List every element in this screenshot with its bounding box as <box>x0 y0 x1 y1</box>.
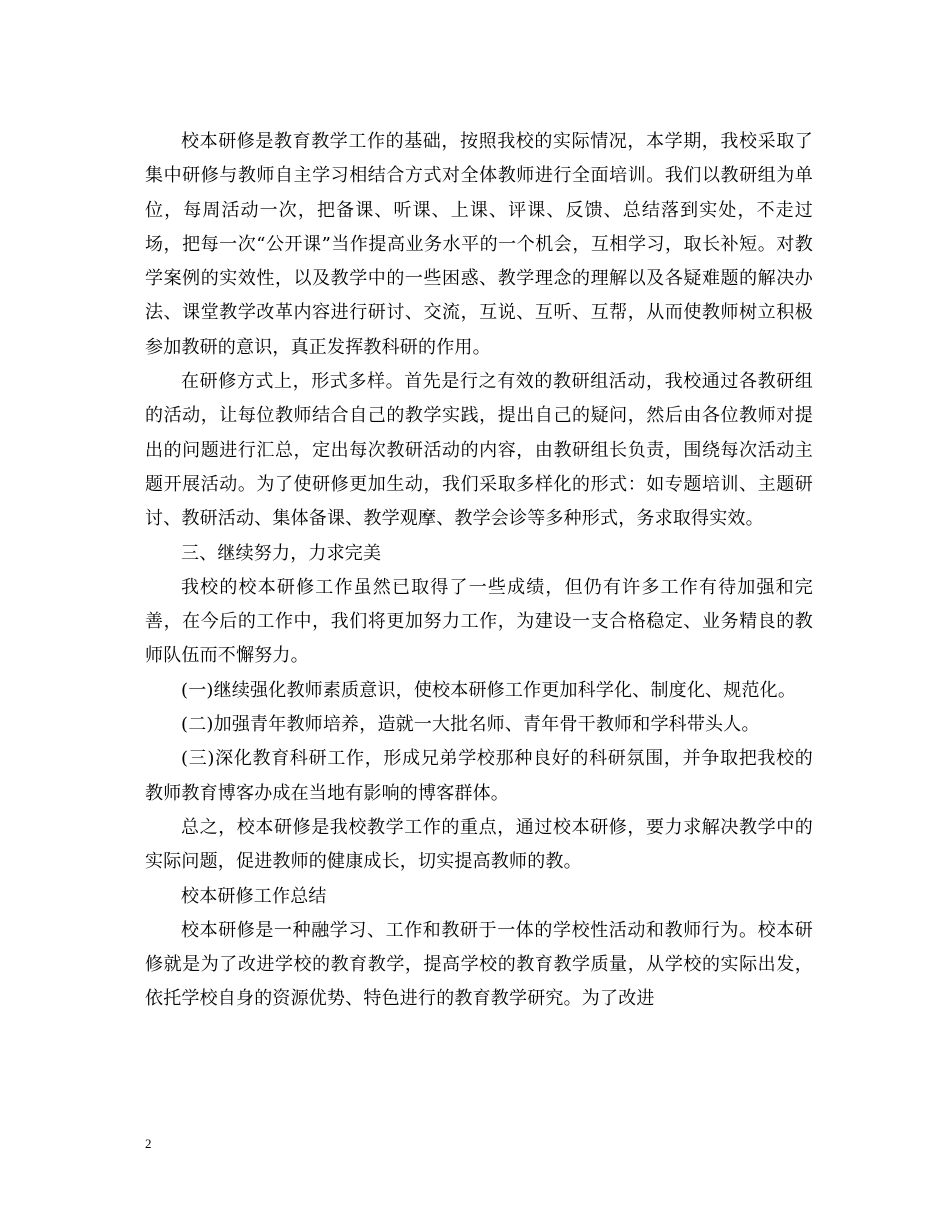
list-item-3: (三)深化教育科研工作，形成兄弟学校那种良好的科研氛围，并争取把我校的教师教育博客办成在当地有影响的博客群体。 <box>145 748 813 804</box>
paragraph-achievements: 我校的校本研修工作虽然已取得了一些成绩，但仍有许多工作有待加强和完善，在今后的工作中，我们将更加努力工作，为建设一支合格稳定、业务精良的教师队伍而不懈努力。 <box>145 576 813 667</box>
section-title-work-summary: 校本研修工作总结 <box>181 885 327 907</box>
paragraph-school-training-definition: 校本研修是一种融学习、工作和教研于一体的学校性活动和教师行为。校本研修就是为了改进学校的教育教学，提高学校的教育教学质量，从学校的实际出发，依托学校自身的资源优势、特色进行的教育教学研究。为了改进 <box>145 919 813 1010</box>
paragraph-school-training-basis: 校本研修是教育教学工作的基础，按照我校的实际情况，本学期，我校采取了集中研修与教师自主学习相结合方式对全体教师进行全面培训。我们以教研组为单位，每周活动一次，把备课、听课、上课、评课、反馈、总结落到实处，不走过场，把每一次“公开课”当作提高业务水平的一个机会，互相学习，取长补短。对教学案例的实效性，以及教学中的一些困惑、教学理念的理解以及各疑难题的解决办法、课堂教学改革内容进行研讨、交流，互说、互听、互帮，从而使教师树立积极参加教研的意识，真正发挥教科研的作用。 <box>145 131 813 358</box>
page-number: 2 <box>145 1136 152 1151</box>
section-heading-continue-effort: 三、继续努力，力求完美 <box>181 542 382 564</box>
paragraph-conclusion: 总之，校本研修是我校教学工作的重点，通过校本研修，要力求解决教学中的实际问题，促进教师的健康成长，切实提高教师的教。 <box>145 816 813 873</box>
paragraph-training-methods: 在研修方式上，形式多样。首先是行之有效的教研组活动，我校通过各教研组的活动，让每位教师结合自己的教学实践，提出自己的疑问，然后由各位教师对提出的问题进行汇总，定出每次教研活动的内容，由教研组长负责，围绕每次活动主题开展活动。为了使研修更加生动，我们采取多样化的形式：如专题培训、主题研讨、教研活动、集体备课、教学观摩、教学会诊等多种形式，务求取得实效。 <box>145 371 813 530</box>
list-item-2: (二)加强青年教师培养，造就一大批名师、青年骨干教师和学科带头人。 <box>181 714 760 736</box>
document-body <box>145 125 813 1017</box>
list-item-1: (一)继续强化教师素质意识，使校本研修工作更加科学化、制度化、规范化。 <box>181 679 797 701</box>
